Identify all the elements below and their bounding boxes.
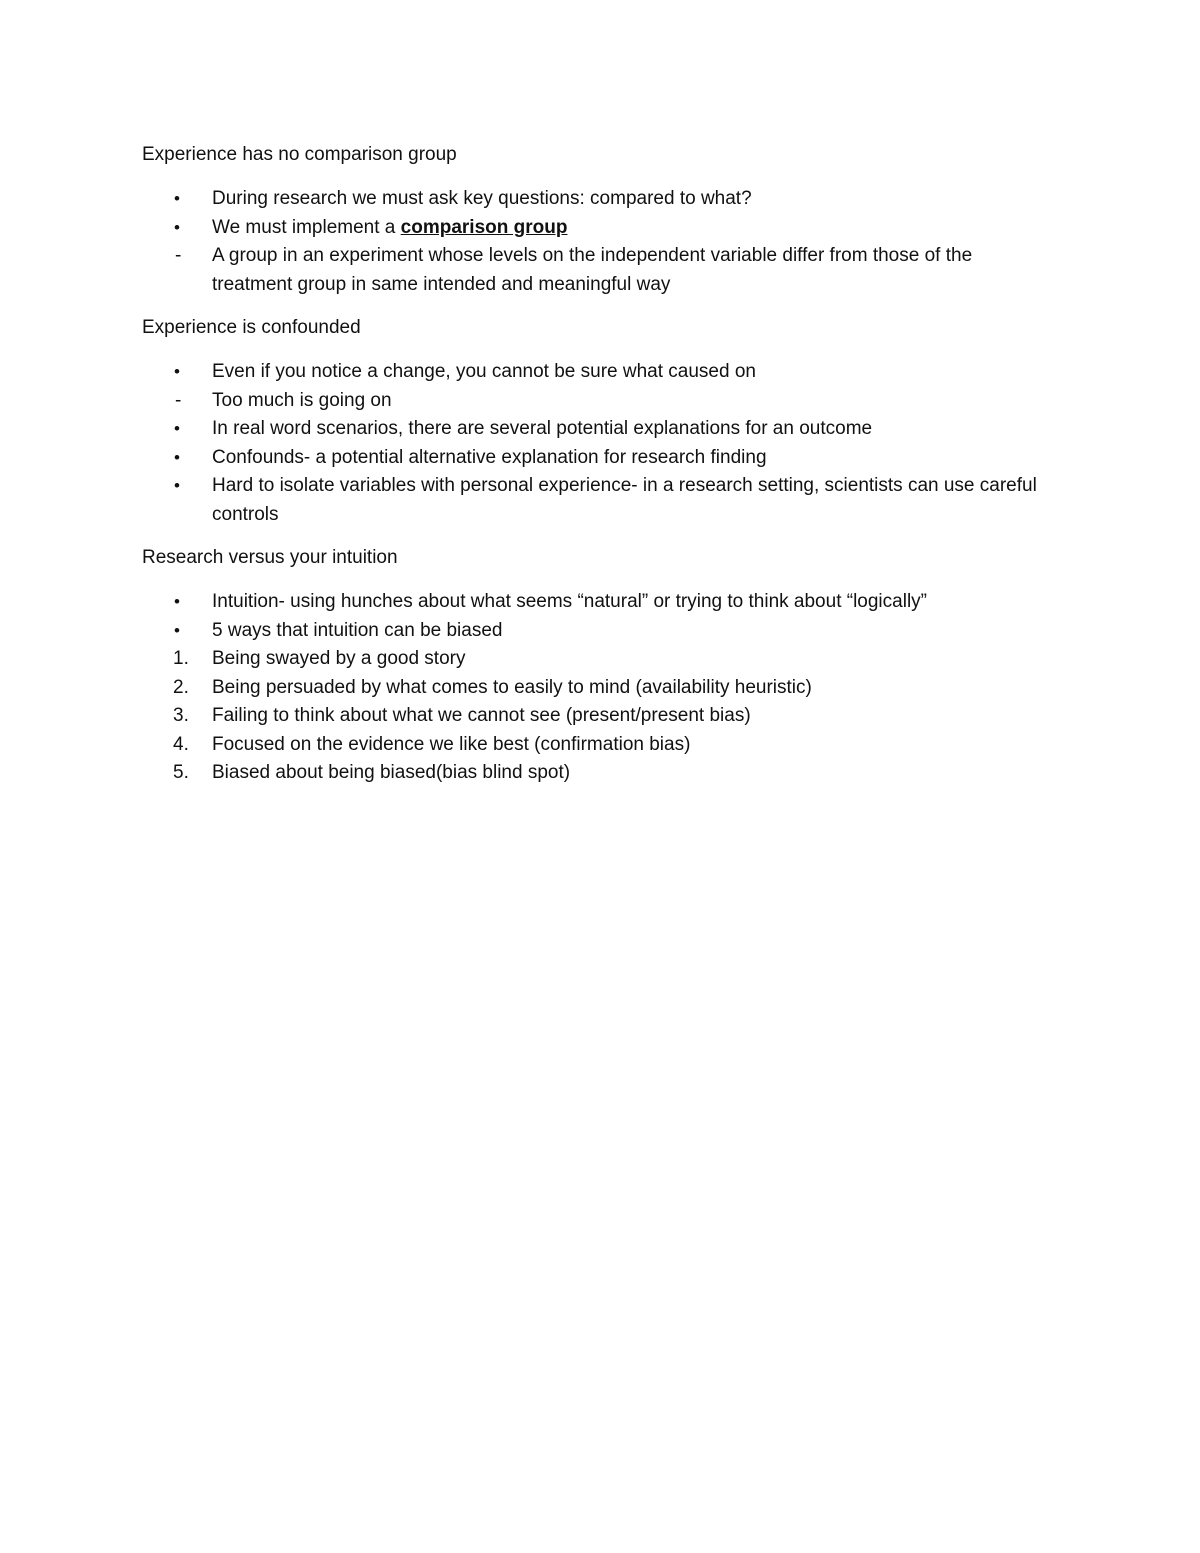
list-item-text: A group in an experiment whose levels on the independent variable differ from those of the treatment group in same intended and meaningful way [212, 245, 973, 295]
list-item-text: Being swayed by a good story [212, 648, 466, 669]
list-item-text: Even if you notice a change, you cannot be sure what caused on [212, 361, 756, 382]
list-item [142, 242, 1042, 299]
numbered-item [142, 702, 1042, 731]
numbered-item [142, 731, 1042, 760]
bullet-marker: • [174, 592, 180, 611]
number-marker: 1. [173, 648, 189, 669]
list-item [142, 185, 1042, 214]
list-item-text: Too much is going on [212, 389, 392, 411]
dash-marker: - [175, 245, 182, 266]
list-item-text: During research we must ask key questions: compared to what? [212, 188, 752, 209]
list-item-text: Hard to isolate variables with personal experience- in a research setting, scientists can use careful controls [212, 475, 1037, 525]
section-heading: Experience is confounded [142, 317, 361, 338]
bullet-list [142, 588, 1042, 788]
number-marker: 2. [173, 676, 189, 698]
number-marker: 4. [173, 733, 189, 755]
bullet-marker: • [174, 447, 180, 467]
list-item-text: 5 ways that intuition can be biased [212, 619, 503, 641]
list-item [142, 617, 1042, 646]
bullet-marker: • [174, 217, 180, 237]
number-marker: 3. [173, 705, 189, 726]
section-heading: Research versus your intuition [142, 547, 398, 568]
dash-marker: - [175, 389, 182, 411]
number-marker: 5. [173, 762, 189, 783]
list-item [142, 588, 1042, 617]
bullet-marker: • [174, 362, 180, 381]
list-item [142, 214, 1042, 243]
numbered-item [142, 759, 1042, 788]
bullet-marker: • [174, 419, 180, 438]
list-item-text: Biased about being biased(bias blind spot) [212, 762, 571, 783]
list-item [142, 472, 1042, 529]
list-item-text: We must implement a [212, 216, 401, 238]
document-body [142, 141, 1042, 803]
bullet-list [142, 185, 1042, 299]
bullet-marker: • [174, 189, 180, 208]
bullet-marker: • [174, 476, 180, 495]
list-item [142, 415, 1042, 444]
list-item-text: Focused on the evidence we like best (confirmation bias) [212, 733, 691, 755]
key-term: comparison group [400, 216, 568, 238]
list-item-text: Intuition- using hunches about what seems “natural” or trying to think about “logically” [212, 591, 927, 612]
list-item [142, 387, 1042, 416]
list-item [142, 444, 1042, 473]
list-item-text: In real word scenarios, there are several potential explanations for an outcome [212, 418, 873, 439]
list-item-text: Failing to think about what we cannot see (present/present bias) [212, 705, 751, 726]
list-item [142, 358, 1042, 387]
numbered-item [142, 645, 1042, 674]
list-item-text: Confounds- a potential alternative explanation for research finding [212, 446, 767, 468]
list-item-text: Being persuaded by what comes to easily to mind (availability heuristic) [212, 676, 812, 698]
bullet-list [142, 358, 1042, 529]
numbered-item [142, 674, 1042, 703]
section-heading: Experience has no comparison group [142, 144, 457, 165]
bullet-marker: • [174, 620, 180, 640]
